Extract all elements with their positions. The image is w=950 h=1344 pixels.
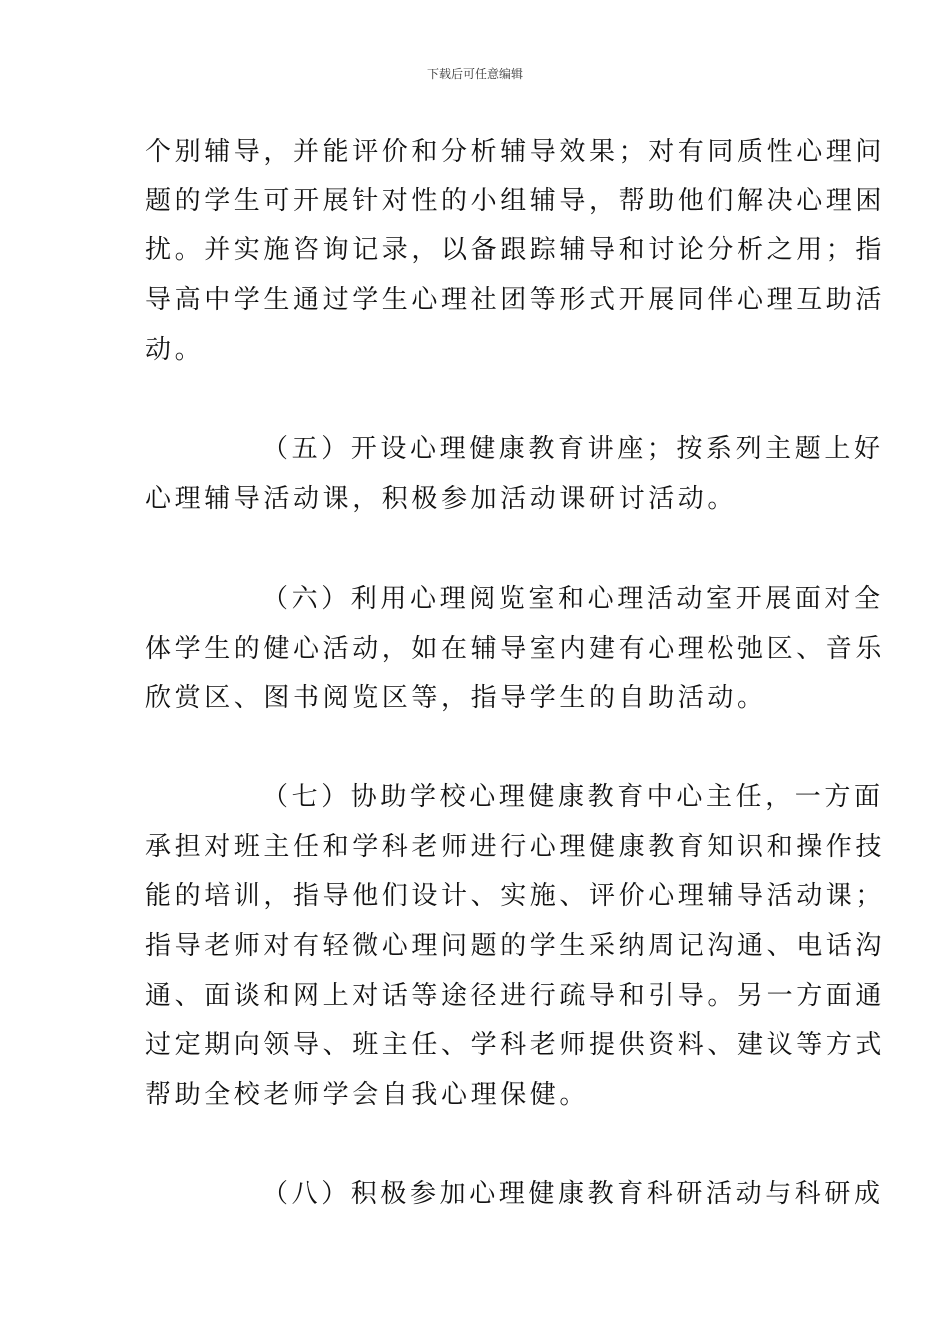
paragraph-line: 能的培训，指导他们设计、实施、评价心理辅导活动课； xyxy=(145,881,886,911)
paragraph-line: 动。 xyxy=(145,335,205,365)
paragraph-line: 通、面谈和网上对话等途径进行疏导和引导。另一方面通 xyxy=(145,981,886,1011)
paragraph-line: （八）积极参加心理健康教育科研活动与科研成 xyxy=(262,1179,884,1209)
paragraph-line: 扰。并实施咨询记录，以备跟踪辅导和讨论分析之用；指 xyxy=(145,235,886,265)
paragraph-line: 承担对班主任和学科老师进行心理健康教育知识和操作技 xyxy=(145,832,886,862)
paragraph-line: 个别辅导，并能评价和分析辅导效果；对有同质性心理问 xyxy=(145,137,886,167)
paragraph-line: 题的学生可开展针对性的小组辅导，帮助他们解决心理困 xyxy=(145,186,886,216)
paragraph-line: （五）开设心理健康教育讲座；按系列主题上好 xyxy=(262,434,884,464)
paragraph-line: 指导老师对有轻微心理问题的学生采纳周记沟通、电话沟 xyxy=(145,931,886,961)
paragraph-line: 欣赏区、图书阅览区等，指导学生的自助活动。 xyxy=(145,683,767,713)
paragraph-line: 体学生的健心活动，如在辅导室内建有心理松弛区、音乐 xyxy=(145,634,886,664)
paragraph-line: 过定期向领导、班主任、学科老师提供资料、建议等方式 xyxy=(145,1030,886,1060)
paragraph-line: （七）协助学校心理健康教育中心主任，一方面 xyxy=(262,782,884,812)
paragraph-line: （六）利用心理阅览室和心理活动室开展面对全 xyxy=(262,584,884,614)
page-header: 下载后可任意编辑 xyxy=(426,67,523,81)
paragraph-line: 导高中学生通过学生心理社团等形式开展同伴心理互助活 xyxy=(145,285,886,315)
paragraph-line: 帮助全校老师学会自我心理保健。 xyxy=(145,1080,590,1110)
paragraph-line: 心理辅导活动课，积极参加活动课研讨活动。 xyxy=(145,484,738,514)
